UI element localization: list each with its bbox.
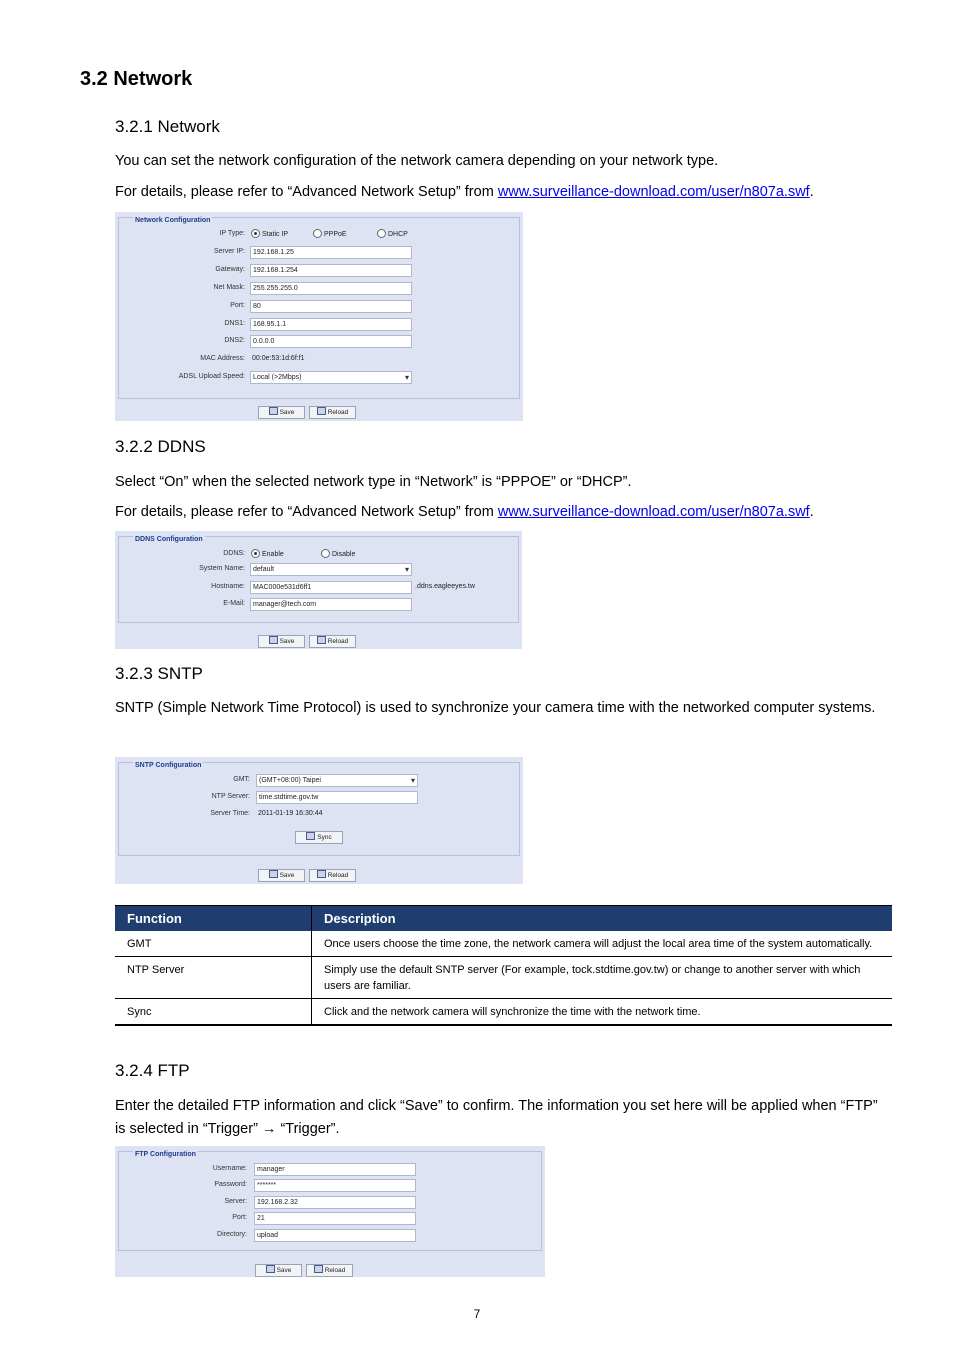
save-button[interactable]: Save — [258, 869, 305, 882]
panel-legend: Network Configuration — [135, 217, 211, 224]
dns2-input[interactable]: 0.0.0.0 — [250, 335, 412, 348]
panel-legend: SNTP Configuration — [135, 762, 202, 769]
network-para2: For details, please refer to “Advanced Network Setup” from www.surveillance-download.com/user/n807a.swf. — [115, 184, 814, 200]
download-link[interactable]: www.surveillance-download.com/user/n807a.swf — [497, 504, 810, 520]
reload-button[interactable]: Reload — [309, 635, 356, 648]
table-row — [115, 931, 892, 957]
radio-static-ip[interactable]: Static IP — [251, 229, 288, 238]
save-icon — [266, 1265, 275, 1273]
ddns-heading: 3.2.2 DDNS — [115, 437, 206, 456]
gmt-select[interactable]: (GMT+08:00) Taipei ▾ — [256, 774, 418, 787]
table-row — [115, 999, 892, 1026]
reload-icon — [317, 636, 326, 644]
ddns-config-panel: DDNS Configuration DDNS: Enable Disable System Name: default ▾ Hostname: MAC000e531d6ff1 .ddns.eagleeyes.tw E-Mail: manager@tech.com Save Reload — [115, 531, 522, 649]
hostname-suffix: .ddns.eagleeyes.tw — [415, 583, 475, 590]
port-input[interactable]: 21 — [254, 1212, 416, 1225]
reload-button[interactable]: Reload — [309, 406, 356, 419]
function-cell: NTP Server — [115, 957, 312, 999]
column-header: Description — [312, 906, 893, 932]
save-button[interactable]: Save — [258, 406, 305, 419]
network-config-panel: Network Configuration IP Type: Static IP PPPoE DHCP Server IP: 192.168.1.25 Gateway: 192.168.1.254 Net Mask: 255.255.255.0 Port: 80 DNS1: 168.95.1.1 DNS2: 0.0.0.0 MAC Address: 00:0e:53:1d:6f:f1 ADSL Upload Speed: Local (>2Mbps) ▾ Save Reload — [115, 212, 523, 421]
panel-legend: DDNS Configuration — [135, 536, 203, 543]
save-button[interactable]: Save — [255, 1264, 302, 1277]
reload-button[interactable]: Reload — [306, 1264, 353, 1277]
panel-legend: FTP Configuration — [135, 1151, 196, 1158]
server-ip-input[interactable]: 192.168.1.25 — [250, 246, 412, 259]
reload-icon — [317, 407, 326, 415]
table-row — [115, 957, 892, 999]
description-cell: Click and the network camera will synchronize the time with the network time. — [312, 999, 893, 1026]
reload-icon — [314, 1265, 323, 1273]
ddns-para1: Select “On” when the selected network type in “Network” is “PPPOE” or “DHCP”. — [115, 474, 632, 490]
gateway-input[interactable]: 192.168.1.254 — [250, 264, 412, 277]
adsl-speed-select[interactable]: Local (>2Mbps) ▾ — [250, 371, 412, 384]
ftp-heading: 3.2.4 FTP — [115, 1061, 190, 1080]
radio-disable[interactable]: Disable — [321, 549, 355, 558]
hostname-input[interactable]: MAC000e531d6ff1 — [250, 581, 412, 594]
save-button[interactable]: Save — [258, 635, 305, 648]
server-time: 2011-01-19 16:30:44 — [258, 810, 323, 817]
radio-enable[interactable]: Enable — [251, 549, 284, 558]
ftp-config-panel: FTP Configuration Username: manager Password: ******* Server: 192.168.2.32 Port: 21 Directory: upload Save Reload — [115, 1146, 545, 1277]
mac-address: 00:0e:53:1d:6f:f1 — [252, 355, 305, 362]
sntp-heading: 3.2.3 SNTP — [115, 664, 203, 683]
email-input[interactable]: manager@tech.com — [250, 598, 412, 611]
ftp-para1: Enter the detailed FTP information and click “Save” to confirm. The information you set here will be applied when “FTP” is selected in “Trigger” → “Trigger”. — [115, 1098, 878, 1137]
radio-dhcp[interactable]: DHCP — [377, 229, 408, 238]
sntp-function-table — [115, 905, 892, 1026]
dns1-input[interactable]: 168.95.1.1 — [250, 318, 412, 331]
reload-icon — [317, 870, 326, 878]
description-cell: Once users choose the time zone, the network camera will adjust the local area time of the system automatically. — [312, 931, 893, 957]
server-input[interactable]: 192.168.2.32 — [254, 1196, 416, 1209]
section-title: 3.2 Network — [80, 68, 193, 90]
network-heading: 3.2.1 Network — [115, 117, 220, 136]
page-number: 7 — [473, 1307, 481, 1321]
ddns-para2: For details, please refer to “Advanced Network Setup” from www.surveillance-download.com/user/n807a.swf. — [115, 504, 814, 520]
ntp-server-input[interactable]: time.stdtime.gov.tw — [256, 791, 418, 804]
port-input[interactable]: 80 — [250, 300, 412, 313]
netmask-input[interactable]: 255.255.255.0 — [250, 282, 412, 295]
save-icon — [269, 407, 278, 415]
download-link[interactable]: www.surveillance-download.com/user/n807a.swf — [497, 184, 810, 200]
sntp-config-panel: SNTP Configuration GMT: (GMT+08:00) Taipei ▾ NTP Server: time.stdtime.gov.tw Server Time: 2011-01-19 16:30:44 Sync Save Reload — [115, 757, 523, 884]
function-cell: GMT — [115, 931, 312, 957]
password-input[interactable]: ******* — [254, 1179, 416, 1192]
description-cell: Simply use the default SNTP server (For example, tock.stdtime.gov.tw) or change to another server with which users are familiar. — [312, 957, 893, 999]
sync-icon — [306, 832, 315, 840]
save-icon — [269, 870, 278, 878]
function-cell: Sync — [115, 999, 312, 1026]
reload-button[interactable]: Reload — [309, 869, 356, 882]
save-icon — [269, 636, 278, 644]
network-para1: You can set the network configuration of the network camera depending on your network type. — [115, 153, 719, 169]
table-header-row — [115, 906, 892, 932]
column-header: Function — [115, 906, 312, 932]
system-name-select[interactable]: default ▾ — [250, 563, 412, 576]
radio-pppoe[interactable]: PPPoE — [313, 229, 347, 238]
directory-input[interactable]: upload — [254, 1229, 416, 1242]
sntp-para1: SNTP (Simple Network Time Protocol) is used to synchronize your camera time with the networked computer systems. — [115, 700, 876, 716]
sync-button[interactable]: Sync — [295, 831, 343, 844]
username-input[interactable]: manager — [254, 1163, 416, 1176]
